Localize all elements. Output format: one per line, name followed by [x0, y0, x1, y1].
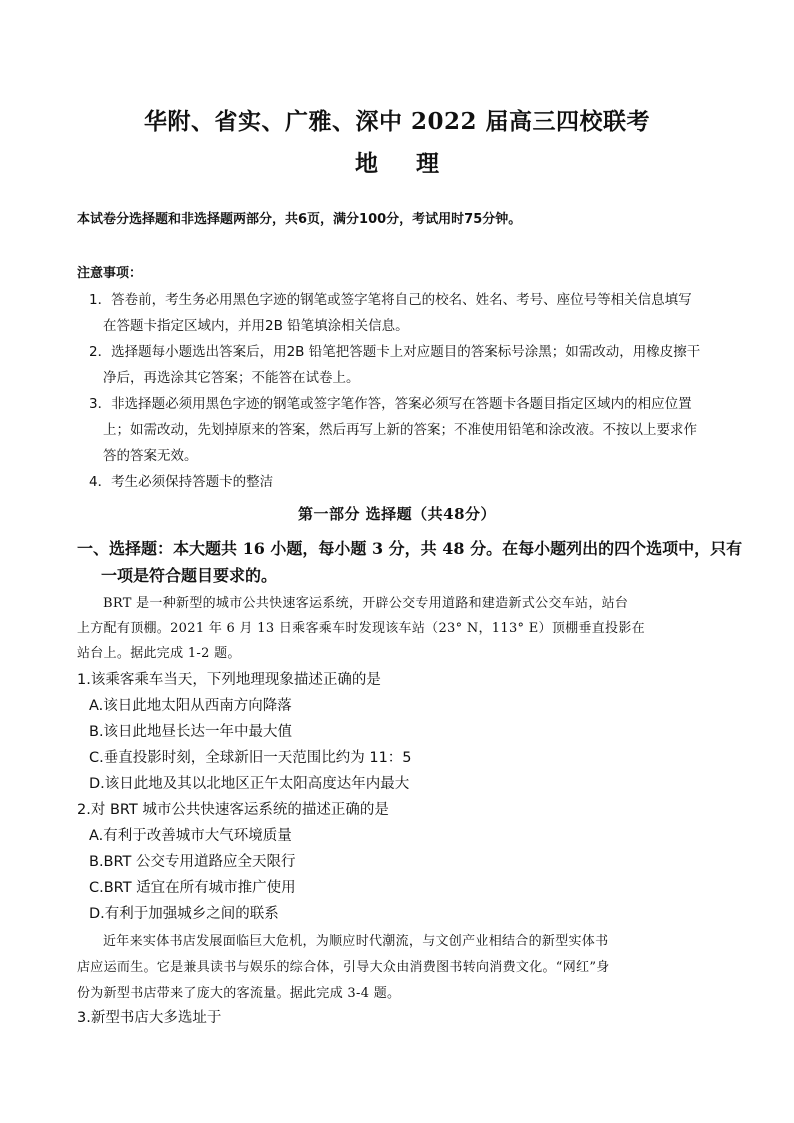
subject-title: 地 理	[354, 150, 439, 177]
note-line: 净后，再选涂其它答案；不能答在试卷上。	[103, 370, 360, 386]
option: B.BRT 公交专用道路应全天限行	[89, 854, 296, 870]
note-line: 3．非选择题必须用黑色字迹的钢笔或签字笔作答，答案必须写在答题卡各题目指定区域内的相应位置	[89, 396, 692, 412]
passage-line: BRT 是一种新型的城市公共快速客运系统，开辟公交专用道路和建造新式公交车站，站台	[103, 596, 629, 611]
option: C.BRT 适宜在所有城市推广使用	[89, 880, 296, 896]
exam-intro: 本试卷分选择题和非选择题两部分，共6页，满分100分，考试用时75分钟。	[77, 212, 522, 227]
passage-line: 站台上。据此完成 1-2 题。	[77, 646, 241, 661]
part-title: 第一部分 选择题（共48分）	[297, 505, 497, 523]
question-stem: 1.该乘客乘车当天，下列地理现象描述正确的是	[77, 672, 381, 688]
question-stem: 3.新型书店大多选址于	[77, 1010, 222, 1026]
option: C.垂直投影时刻，全球新旧一天范围比约为 11：5	[89, 750, 412, 766]
note-line: 在答题卡指定区域内，并用2B 铅笔填涂相关信息。	[103, 318, 409, 334]
option: D.该日此地及其以北地区正午太阳高度达年内最大	[89, 776, 410, 792]
note-line: 1．答卷前，考生务必用黑色字迹的钢笔或签字笔将自己的校名、姓名、考号、座位号等相关信息填写	[89, 292, 692, 308]
note-line: 答的答案无效。	[103, 448, 198, 464]
note-line: 上；如需改动，先划掉原来的答案，然后再写上新的答案；不准使用铅笔和涂改液。不按以上要求作	[103, 422, 697, 438]
passage-line: 份为新型书店带来了庞大的客流量。据此完成 3-4 题。	[77, 986, 401, 1001]
question-stem: 2.对 BRT 城市公共快速客运系统的描述正确的是	[77, 802, 389, 818]
note-line: 2．选择题每小题选出答案后，用2B 铅笔把答题卡上对应题目的答案标号涂黑；如需改动，用橡皮擦干	[89, 344, 701, 360]
option: A.该日此地太阳从西南方向降落	[89, 698, 292, 714]
section-heading: 一、选择题：本大题共 16 小题，每小题 3 分，共 48 分。在每小题列出的四个选项中，只有	[77, 539, 743, 558]
passage-line: 上方配有顶棚。2021 年 6 月 13 日乘客乘车时发现该车站（23° N，113° E）顶棚垂直投影在	[77, 621, 645, 636]
option: D.有利于加强城乡之间的联系	[89, 906, 279, 922]
section-heading-cont: 一项是符合题目要求的。	[101, 566, 278, 585]
passage-line: 店应运而生。它是兼具读书与娱乐的综合体，引导大众由消费图书转向消费文化。“网红”身	[77, 960, 610, 975]
notes-heading: 注意事项：	[77, 266, 143, 281]
passage-line: 近年来实体书店发展面临巨大危机，为顺应时代潮流，与文创产业相结合的新型实体书	[103, 934, 609, 949]
option: A.有利于改善城市大气环境质量	[89, 828, 292, 844]
note-line: 4．考生必须保持答题卡的整洁	[89, 474, 274, 490]
exam-title: 华附、省实、广雅、深中 2022 届高三四校联考	[143, 108, 651, 135]
option: B.该日此地昼长达一年中最大值	[89, 724, 293, 740]
